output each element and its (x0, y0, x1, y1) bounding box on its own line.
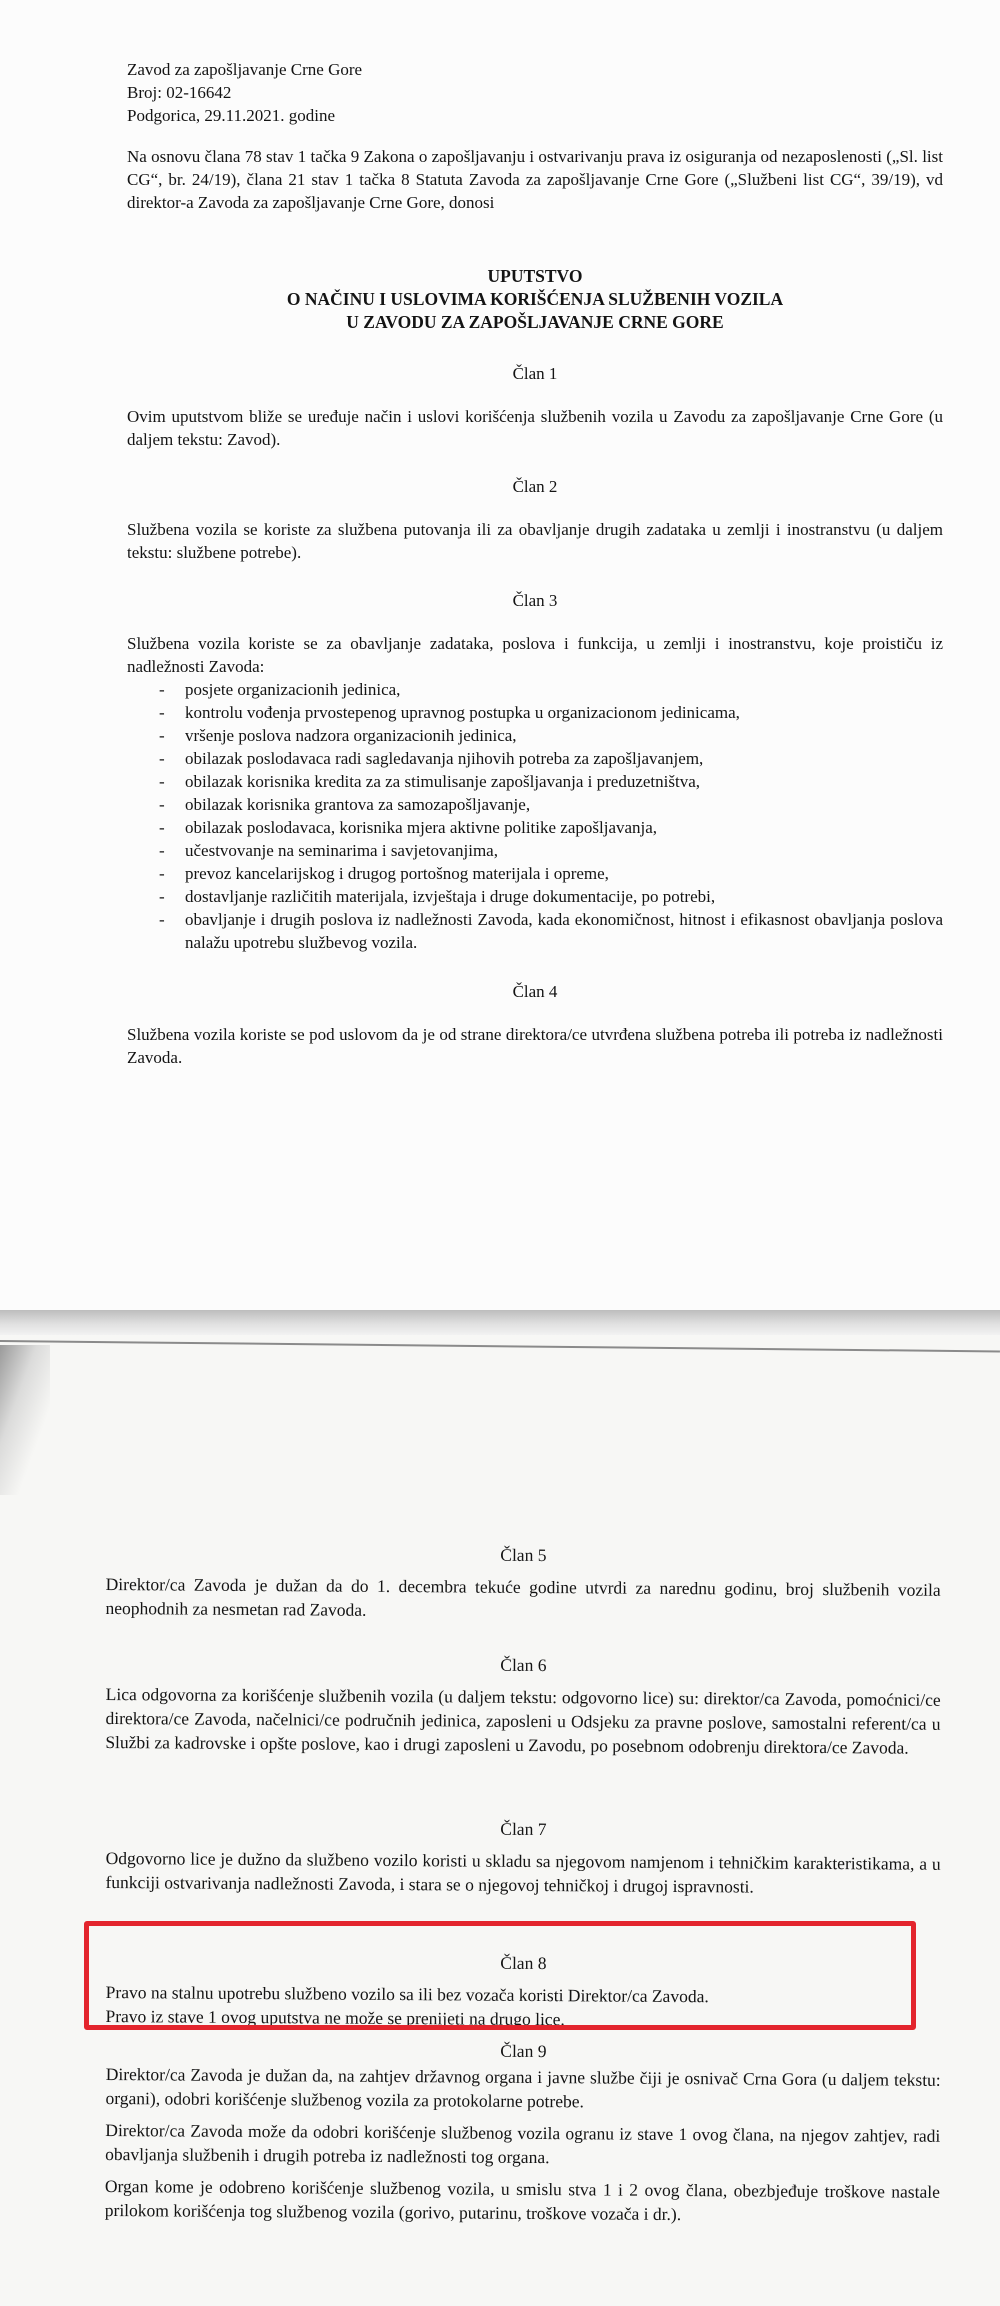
article-paragraph-1: Direktor/ca Zavoda je dužan da, na zahtjev državnog organa i javne službe čiji je osnivač Crna Gora (u daljem tekstu: organi), odobri korišćenje službenog vozila za protokolarne potrebe. (105, 2063, 941, 2112)
list-item: - obavljanje i drugih poslova iz nadležnosti Zavoda, kada ekonomičnost, hitnost i efikasnost obavljanja poslova nalažu upotrebu službevog vozila. (127, 908, 943, 954)
list-item: - posjete organizacionih jedinica, (127, 678, 943, 701)
list-item: - obilazak korisnika grantova za samozapošljavanje, (127, 793, 943, 816)
article-text: Službena vozila koriste se pod uslovom da je od strane direktora/ce utvrđena službena potreba ili potreba iz nadležnosti Zavoda. (127, 1025, 943, 1067)
list-item: - vršenje poslova nadzora organizacionih jedinica, (127, 724, 943, 747)
title-line-1: UPUTSTVO (487, 266, 583, 286)
article-heading: Član 6 (500, 1654, 547, 1676)
article-text-line-1: Pravo na stalnu upotrebu službeno vozilo sa ili bez vozača koristi Direktor/ca Zavoda. (105, 1981, 709, 2007)
article-1 (127, 362, 943, 451)
title-line-3: U ZAVODU ZA ZAPOŠLJAVANJE CRNE GORE (346, 312, 724, 332)
article-text: Direktor/ca Zavoda je dužan da do 1. decembra tekuće godine utvrdi za narednu godinu, broj službenih vozila neophodnih za nesmetan rad Zavoda. (105, 1573, 941, 1620)
highlight-box (84, 1921, 916, 2030)
article-paragraph-3: Organ kome je odobreno korišćenje službenog vozila, u smislu stva 1 i 2 ovog člana, obezbjeđuje troškove nastale prilokom korišćenja tog službenog vozila (gorivo, putarinu, troškove vozača i dr.). (104, 2175, 941, 2225)
article-heading: Član 2 (512, 477, 558, 496)
list-item: - prevoz kancelarijskog i drugog portošnog materijala i opreme, (127, 862, 943, 885)
article-9 (105, 2036, 941, 2228)
page-fold-shadow (0, 1345, 50, 1495)
document-title (127, 265, 943, 334)
list-item: - učestvovanje na seminarima i savjetovanjima, (127, 839, 943, 862)
place-date: Podgorica, 29.11.2021. godine (127, 106, 336, 125)
article-text: Ovim uputstvom bliže se uređuje način i uslovi korišćenja službenih vozila u Zavodu za zapošljavanje Crne Gore (u daljem tekstu: Zavod). (127, 407, 943, 449)
article-paragraph-2: Direktor/ca Zavoda može da odobri korišćenje službenog vozila ogranu iz stave 1 ovog člana, na njegov zahtjev, radi obavljanja službenih i drugih potreba iz nadležnosti tog organa. (105, 2119, 941, 2168)
article-4 (127, 980, 943, 1069)
preamble (127, 145, 943, 214)
article-text-line-2: Pravo iz stave 1 ovog uputstva ne može se prenijeti na drugo lice. (105, 2005, 565, 2030)
article-heading: Član 4 (512, 982, 558, 1001)
list-item: - kontrolu vođenja prvostepenog upravnog postupka u organizacionom jedinicama, (127, 701, 943, 724)
usage-list (127, 678, 943, 954)
article-text: Službena vozila se koriste za službena putovanja ili za obavljanje drugih zadataka u zemlji i inostranstvu (u daljem tekstu: službene potrebe). (127, 520, 943, 562)
article-heading: Član 1 (512, 364, 558, 383)
article-2 (127, 475, 943, 564)
list-item: - obilazak poslodavaca radi sagledavanja njihovih potreba za zapošljavanjem, (127, 747, 943, 770)
list-item: - dostavljanje različitih materijala, izvještaja i druge dokumentacije, po potrebi, (127, 885, 943, 908)
article-heading: Član 8 (500, 1952, 547, 1974)
article-heading: Član 5 (500, 1544, 547, 1566)
article-5 (105, 1540, 941, 1626)
list-item: - obilazak poslodavaca, korisnika mjera aktivne politike zapošljavanja, (127, 816, 943, 839)
article-intro: Službena vozila koriste se za obavljanje zadataka, poslova i funkcija, u zemlji i inostranstvu, koje proističu iz nadležnosti Zavoda: (127, 634, 943, 676)
institution-name: Zavod za zapošljavanje Crne Gore (127, 60, 363, 79)
article-heading: Član 9 (500, 2040, 547, 2062)
document-number: Broj: 02-16642 (127, 83, 232, 102)
article-text: Lica odgovorna za korišćenje službenih vozila (u daljem tekstu: odgovorno lice) su: direktor/ca Zavoda, pomoćnici/ce direktora/ce Zavoda, načelnici/ce područnih jedinica, zaposleni u Odsjeku za pravne poslove, samostalni referent/ca u Službi za kadrovske i opšte poslove, kao i drugi zaposleni u Zavodu, po posebnom odobrenju direktora/ce Zavoda. (105, 1683, 941, 1758)
article-heading: Član 3 (512, 591, 558, 610)
document-header (127, 58, 943, 127)
page-gap (0, 1310, 1000, 1335)
article-7 (105, 1814, 941, 1900)
article-heading: Član 7 (500, 1818, 547, 1840)
article-3 (127, 589, 943, 954)
preamble-text: Na osnovu člana 78 stav 1 tačka 9 Zakona o zapošljavanju i ostvarivanju prava iz osiguranja od nezaposlenosti („Sl. list CG“, br. 24/19), člana 21 stav 1 tačka 8 Statuta Zavoda za zapošljavanje Crne Gore („Službeni list CG“, 39/19), vd direktor-a Zavoda za zapošljavanje Crne Gore, donosi (127, 147, 943, 212)
list-item: - obilazak korisnika kredita za za stimulisanje zapošljavanja i preduzetništva, (127, 770, 943, 793)
article-6 (105, 1650, 941, 1760)
article-text: Odgovorno lice je dužno da službeno vozilo koristi u skladu sa njegovom namjenom i tehničkim karakteristikama, a u funkciji ostvarivanja nadležnosti Zavoda, i stara se o njegovoj tehničkoj i drugoj ispravnosti. (105, 1847, 941, 1897)
title-line-2: O NAČINU I USLOVIMA KORIŠĆENJA SLUŽBENIH VOZILA (286, 289, 784, 309)
